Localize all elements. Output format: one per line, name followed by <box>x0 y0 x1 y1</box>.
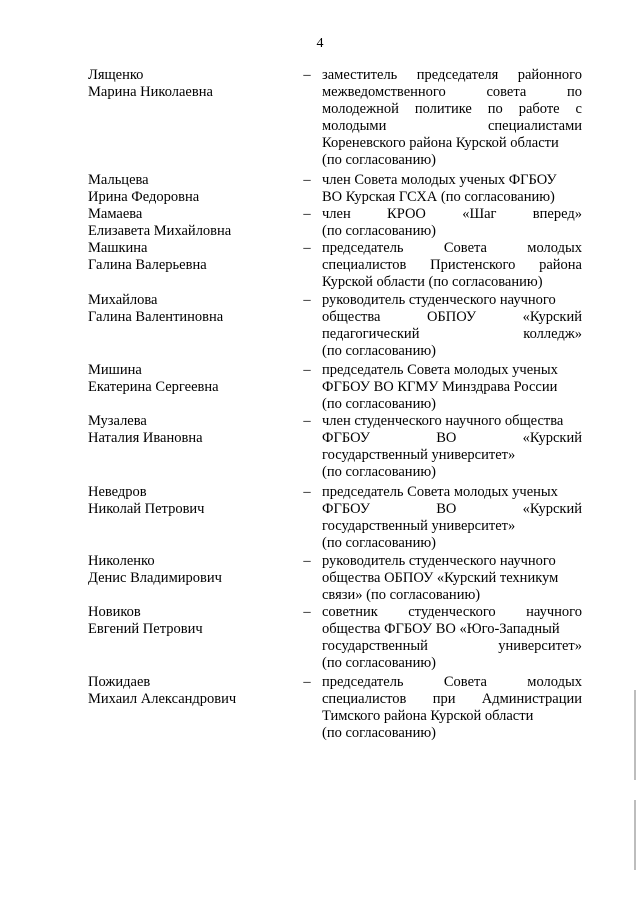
role-word: университет» <box>498 638 582 654</box>
role-line <box>322 362 582 379</box>
role-line <box>322 309 582 326</box>
dash-separator: – <box>303 484 311 500</box>
role-word: Администрации <box>481 691 582 707</box>
role-word: по <box>487 101 503 117</box>
role-word: государственный университет» <box>322 447 516 463</box>
role-word: ОБПОУ <box>426 309 477 325</box>
role-word: член студенческого научного общества <box>322 413 564 429</box>
role-line <box>322 379 582 396</box>
member-given-names: Екатерина Сергеевна <box>88 379 219 395</box>
dash-separator: – <box>303 240 311 256</box>
role-line <box>322 118 582 135</box>
member-role <box>322 206 582 240</box>
member-name <box>88 553 288 587</box>
role-word: специалистов <box>322 257 407 273</box>
role-line <box>322 343 582 360</box>
role-line <box>322 655 582 672</box>
member-name <box>88 674 288 708</box>
role-word: по <box>566 84 582 100</box>
role-word: (по согласованию) <box>322 152 436 168</box>
member-role <box>322 553 582 604</box>
role-word: председатель Совета молодых ученых <box>322 484 558 500</box>
role-line <box>322 84 582 101</box>
member-role <box>322 172 582 206</box>
member-given-names: Денис Владимирович <box>88 570 222 586</box>
role-word: межведомственного <box>322 84 446 100</box>
role-word: советник <box>322 604 378 620</box>
role-line <box>322 587 582 604</box>
role-line <box>322 223 582 240</box>
member-surname: Мамаева <box>88 206 143 222</box>
role-line <box>322 67 582 84</box>
role-word: член Совета молодых ученых ФГБОУ <box>322 172 557 188</box>
member-given-names: Михаил Александрович <box>88 691 237 707</box>
dash-separator: – <box>303 413 311 429</box>
member-given-names: Ирина Федоровна <box>88 189 200 205</box>
role-line <box>322 518 582 535</box>
role-word: государственный университет» <box>322 518 516 534</box>
member-name <box>88 172 288 206</box>
role-word: ВО Курская ГСХА (по согласованию) <box>322 189 555 205</box>
role-line <box>322 447 582 464</box>
role-line <box>322 413 582 430</box>
role-word: председатель <box>322 674 404 690</box>
role-word: «Курский <box>522 501 582 517</box>
role-line <box>322 725 582 742</box>
member-surname: Машкина <box>88 240 148 256</box>
role-line <box>322 274 582 291</box>
member-name <box>88 67 288 101</box>
role-word: председателя <box>416 67 499 83</box>
role-word: молодыми <box>322 118 387 134</box>
member-surname: Новиков <box>88 604 141 620</box>
role-word: молодежной <box>322 101 399 117</box>
member-name <box>88 604 288 638</box>
dash-separator: – <box>303 67 311 83</box>
dash-separator: – <box>303 206 311 222</box>
role-line <box>322 621 582 638</box>
margin-mark <box>634 690 636 780</box>
member-name <box>88 484 288 518</box>
role-word: специалистами <box>487 118 582 134</box>
role-word: руководитель студенческого научного <box>322 292 556 308</box>
member-surname: Музалева <box>88 413 147 429</box>
role-line <box>322 604 582 621</box>
role-line <box>322 172 582 189</box>
role-line <box>322 535 582 552</box>
role-word: с <box>575 101 582 117</box>
role-word: (по согласованию) <box>322 725 436 741</box>
role-word: ВО <box>436 430 457 446</box>
role-line <box>322 326 582 343</box>
member-role <box>322 484 582 552</box>
member-given-names: Николай Петрович <box>88 501 205 517</box>
role-line <box>322 570 582 587</box>
role-line <box>322 152 582 169</box>
dash-separator: – <box>303 362 311 378</box>
role-word: молодых <box>527 240 582 256</box>
dash-separator: – <box>303 292 311 308</box>
role-line <box>322 674 582 691</box>
role-word: района <box>539 257 582 273</box>
role-word: при <box>432 691 456 707</box>
role-word: общества ФГБОУ ВО «Юго-Западный <box>322 621 560 637</box>
margin-mark <box>634 800 636 870</box>
member-surname: Лященко <box>88 67 144 83</box>
member-surname: Мальцева <box>88 172 149 188</box>
role-word: связи» (по согласованию) <box>322 587 481 603</box>
role-word: (по согласованию) <box>322 223 436 239</box>
role-word: ВО <box>436 501 457 517</box>
page-number: 4 <box>316 36 324 51</box>
role-word: руководитель студенческого научного <box>322 553 556 569</box>
role-line <box>322 240 582 257</box>
role-word: «Шаг <box>462 206 497 222</box>
role-word: совета <box>486 84 527 100</box>
member-role <box>322 604 582 672</box>
role-word: ФГБОУ <box>322 501 370 517</box>
role-line <box>322 206 582 223</box>
member-given-names: Галина Валерьевна <box>88 257 207 273</box>
role-word: Кореневского района Курской области <box>322 135 559 151</box>
role-line <box>322 691 582 708</box>
role-line <box>322 101 582 118</box>
role-word: молодых <box>527 674 582 690</box>
member-name <box>88 240 288 274</box>
role-line <box>322 708 582 725</box>
role-line <box>322 464 582 481</box>
member-role <box>322 362 582 413</box>
member-role <box>322 67 582 169</box>
member-surname: Неведров <box>88 484 147 500</box>
role-word: (по согласованию) <box>322 655 436 671</box>
member-role <box>322 292 582 360</box>
role-word: общества <box>322 309 381 325</box>
member-surname: Николенко <box>88 553 155 569</box>
role-line <box>322 189 582 206</box>
role-word: (по согласованию) <box>322 535 436 551</box>
role-word: Курской области (по согласованию) <box>322 274 543 290</box>
member-given-names: Елизавета Михайловна <box>88 223 232 239</box>
role-line <box>322 553 582 570</box>
role-word: член <box>322 206 351 222</box>
role-line <box>322 430 582 447</box>
member-name <box>88 292 288 326</box>
role-word: студенческого <box>408 604 496 620</box>
member-role <box>322 674 582 742</box>
role-word: КРОО <box>387 206 426 222</box>
role-line <box>322 638 582 655</box>
role-word: общества ОБПОУ «Курский техникум <box>322 570 559 586</box>
member-name <box>88 413 288 447</box>
role-word: государственный <box>322 638 428 654</box>
member-role <box>322 413 582 481</box>
member-given-names: Марина Николаевна <box>88 84 213 100</box>
member-given-names: Наталия Ивановна <box>88 430 203 446</box>
role-word: председатель <box>322 240 404 256</box>
role-word: «Курский <box>522 430 582 446</box>
role-word: Пристенского <box>430 257 516 273</box>
role-word: заместитель <box>322 67 398 83</box>
member-given-names: Галина Валентиновна <box>88 309 224 325</box>
dash-separator: – <box>303 172 311 188</box>
member-name <box>88 206 288 240</box>
role-word: педагогический <box>322 326 420 342</box>
role-word: политике <box>414 101 472 117</box>
role-line <box>322 257 582 274</box>
role-line <box>322 396 582 413</box>
role-line <box>322 484 582 501</box>
member-surname: Пожидаев <box>88 674 151 690</box>
dash-separator: – <box>303 674 311 690</box>
role-word: Тимского района Курской области <box>322 708 534 724</box>
role-word: председатель Совета молодых ученых <box>322 362 558 378</box>
role-word: научного <box>526 604 582 620</box>
member-surname: Михайлова <box>88 292 158 308</box>
dash-separator: – <box>303 604 311 620</box>
role-line <box>322 292 582 309</box>
role-word: (по согласованию) <box>322 464 436 480</box>
role-word: районного <box>517 67 582 83</box>
dash-separator: – <box>303 553 311 569</box>
role-word: Совета <box>443 674 487 690</box>
role-word: ФГБОУ <box>322 430 370 446</box>
member-role <box>322 240 582 291</box>
role-word: (по согласованию) <box>322 396 436 412</box>
role-word: (по согласованию) <box>322 343 436 359</box>
member-surname: Мишина <box>88 362 142 378</box>
role-word: «Курский <box>522 309 582 325</box>
role-line <box>322 135 582 152</box>
role-word: ФГБОУ ВО КГМУ Минздрава России <box>322 379 558 395</box>
role-word: вперед» <box>532 206 582 222</box>
member-name <box>88 362 288 396</box>
role-word: Совета <box>443 240 487 256</box>
role-line <box>322 501 582 518</box>
role-word: специалистов <box>322 691 407 707</box>
role-word: колледж» <box>523 326 582 342</box>
role-word: работе <box>518 101 560 117</box>
member-given-names: Евгений Петрович <box>88 621 203 637</box>
